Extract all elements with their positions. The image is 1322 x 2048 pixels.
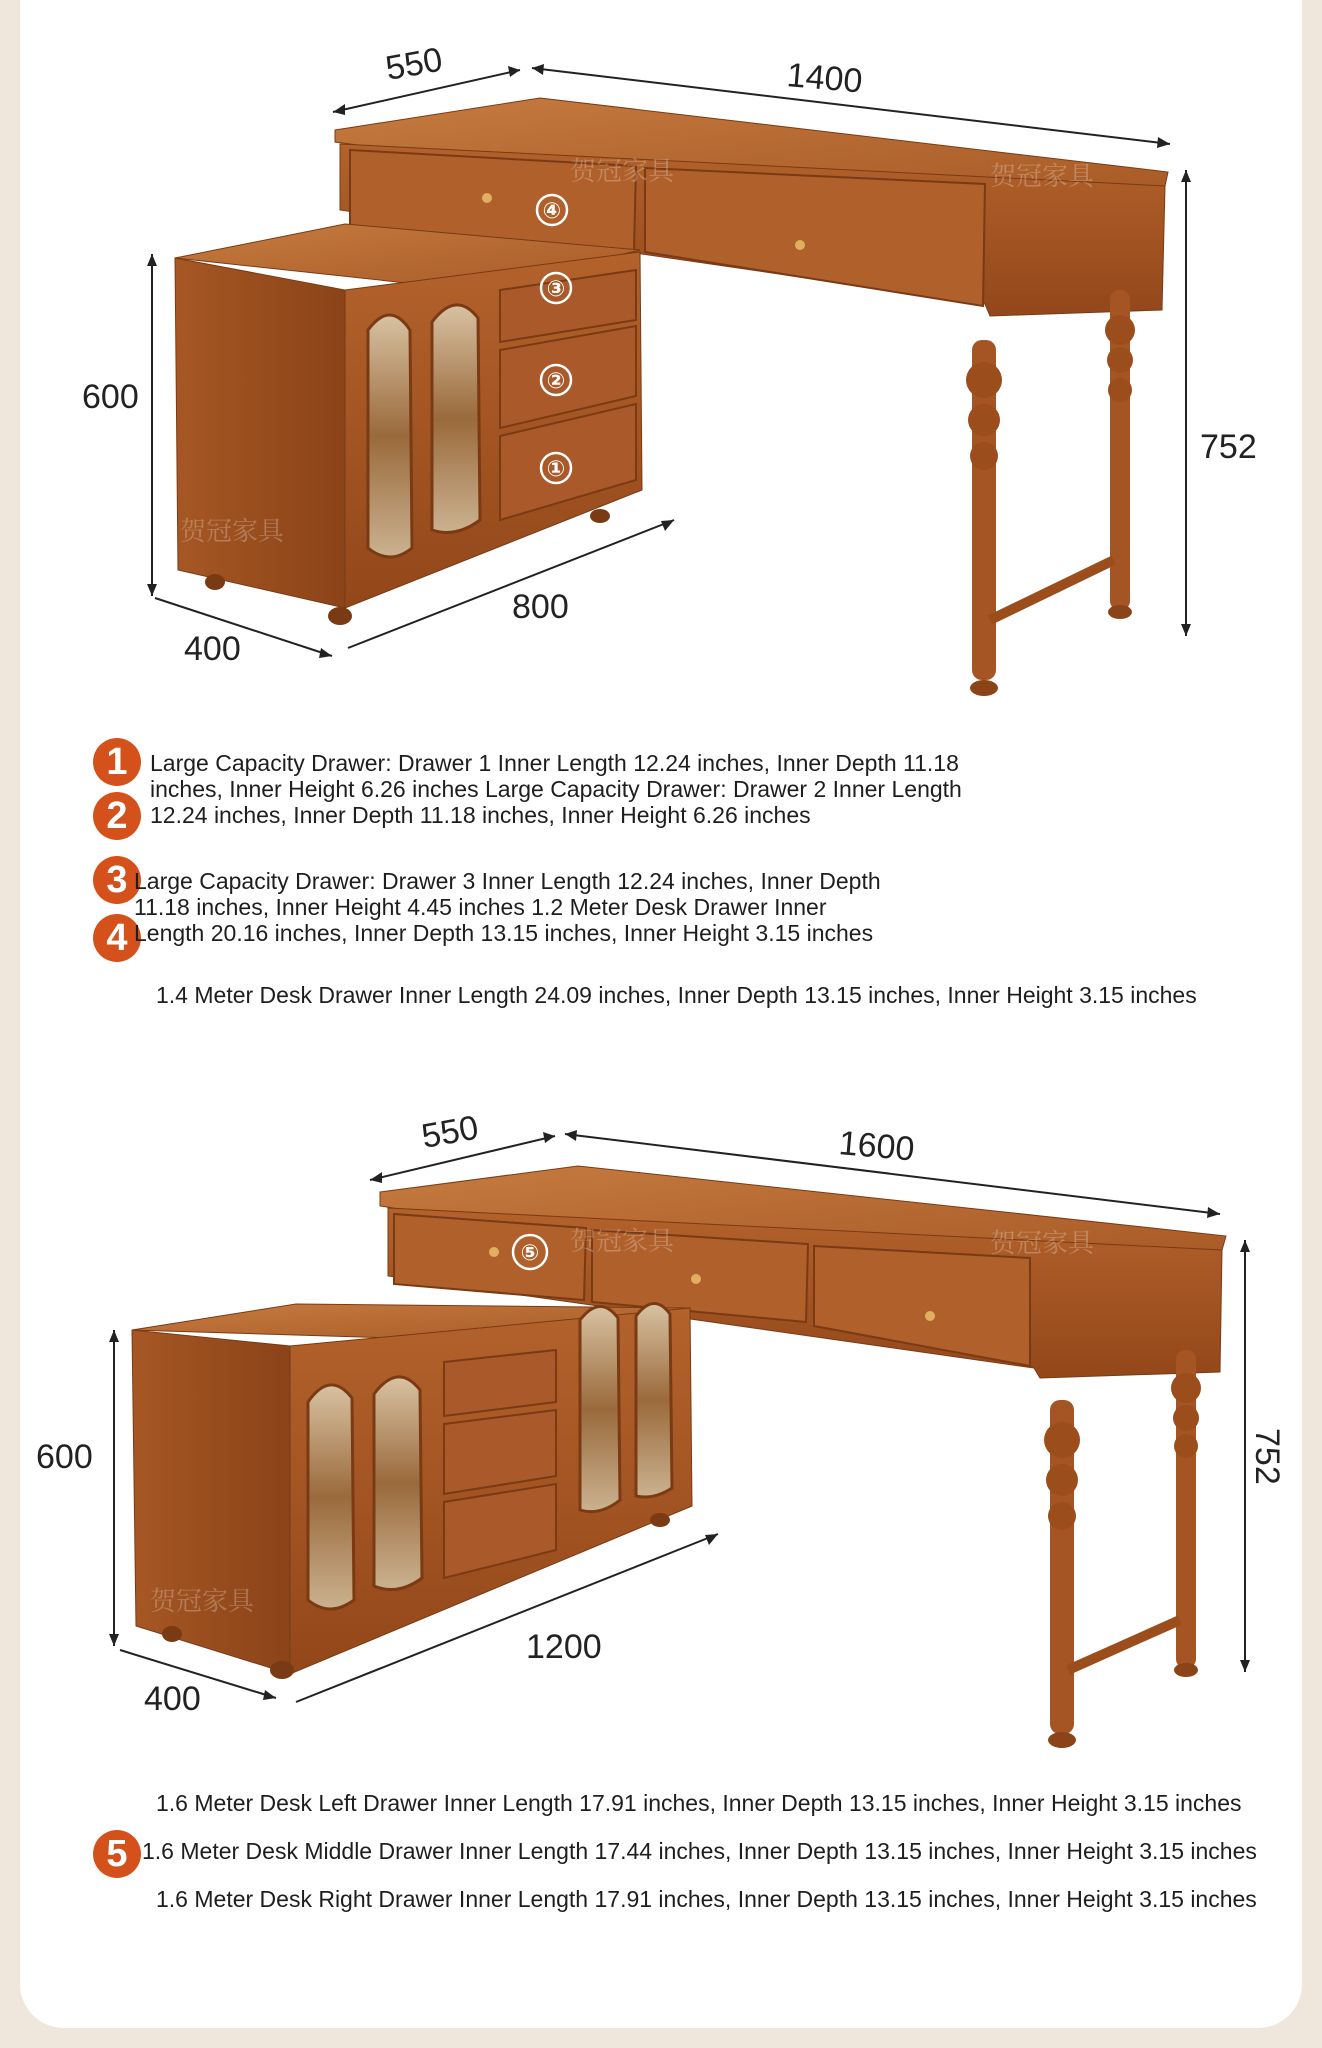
dim-cabinet-width: 400 — [184, 630, 241, 668]
desk-leg-front — [966, 340, 1002, 696]
watermark: 贺冠家具 — [150, 1587, 255, 1617]
dim-desk-length: 1600 — [837, 1124, 916, 1169]
desk-1400-drawer-note: 1.4 Meter Desk Drawer Inner Length 24.09 inches, Inner Depth 13.15 inches, Inner Height 3.15 inches — [156, 982, 1197, 1008]
watermark: 贺冠家具 — [570, 1227, 675, 1257]
marker-5: ⑤ — [520, 1241, 540, 1266]
dim-cabinet-length: 800 — [512, 588, 569, 626]
desk-1600-left-drawer-note: 1.6 Meter Desk Left Drawer Inner Length 17.91 inches, Inner Depth 13.15 inches, Inner Height 3.15 inches — [156, 1790, 1242, 1816]
marker-2: ② — [546, 369, 566, 394]
marker-1: ① — [546, 457, 566, 482]
desk-1600-right-drawer-note: 1.6 Meter Desk Right Drawer Inner Length 17.91 inches, Inner Depth 13.15 inches, Inner Height 3.15 inches — [156, 1886, 1257, 1912]
watermark: 贺冠家具 — [990, 1229, 1095, 1259]
desk-diagram-1600 — [0, 1080, 1322, 1780]
dim-cabinet-depth: 550 — [382, 40, 446, 88]
badge-5: 5 — [93, 1830, 141, 1878]
dim-cabinet-length: 1200 — [526, 1628, 602, 1666]
marker-4: ④ — [542, 199, 562, 224]
desk-diagram-1400 — [0, 0, 1322, 710]
dim-desk-height: 752 — [1248, 1428, 1286, 1485]
watermark: 贺冠家具 — [570, 157, 675, 187]
drawer-note-3-4: Large Capacity Drawer: Drawer 3 Inner Length 12.24 inches, Inner Depth 11.18 inches, Inner Height 4.45 inches 1.2 Meter Desk Drawer Inner Length 20.16 inches, Inner Depth 13.15 inches, Inner Height 3.15 inches — [134, 868, 881, 946]
badge-1: 1 — [93, 738, 141, 786]
desk-1600-middle-drawer-note: 1.6 Meter Desk Middle Drawer Inner Length 17.44 inches, Inner Depth 13.15 inches, Inner Height 3.15 inches — [142, 1838, 1257, 1864]
badge-3: 3 — [93, 856, 141, 904]
badge-4: 4 — [93, 914, 141, 962]
dim-desk-height: 752 — [1200, 428, 1257, 466]
watermark: 贺冠家具 — [180, 517, 285, 547]
desk-leg-front — [1044, 1400, 1080, 1748]
watermark: 贺冠家具 — [990, 162, 1095, 192]
dim-cabinet-depth: 550 — [418, 1108, 482, 1156]
desk-leg-back — [1105, 290, 1135, 619]
badge-2: 2 — [93, 792, 141, 840]
dim-cabinet-height: 600 — [82, 378, 139, 416]
dim-desk-length: 1400 — [785, 56, 864, 101]
dim-cabinet-width: 400 — [144, 1680, 201, 1718]
marker-3: ③ — [546, 277, 566, 302]
desk-leg-back — [1171, 1350, 1201, 1677]
dim-cabinet-height: 600 — [36, 1438, 93, 1476]
drawer-note-1-2: Large Capacity Drawer: Drawer 1 Inner Length 12.24 inches, Inner Depth 11.18 inches, Inner Height 6.26 inches Large Capacity Drawer: Drawer 2 Inner Length 12.24 inches, Inner Depth 11.18 inches, Inner Height 6.26 inches — [150, 750, 962, 828]
